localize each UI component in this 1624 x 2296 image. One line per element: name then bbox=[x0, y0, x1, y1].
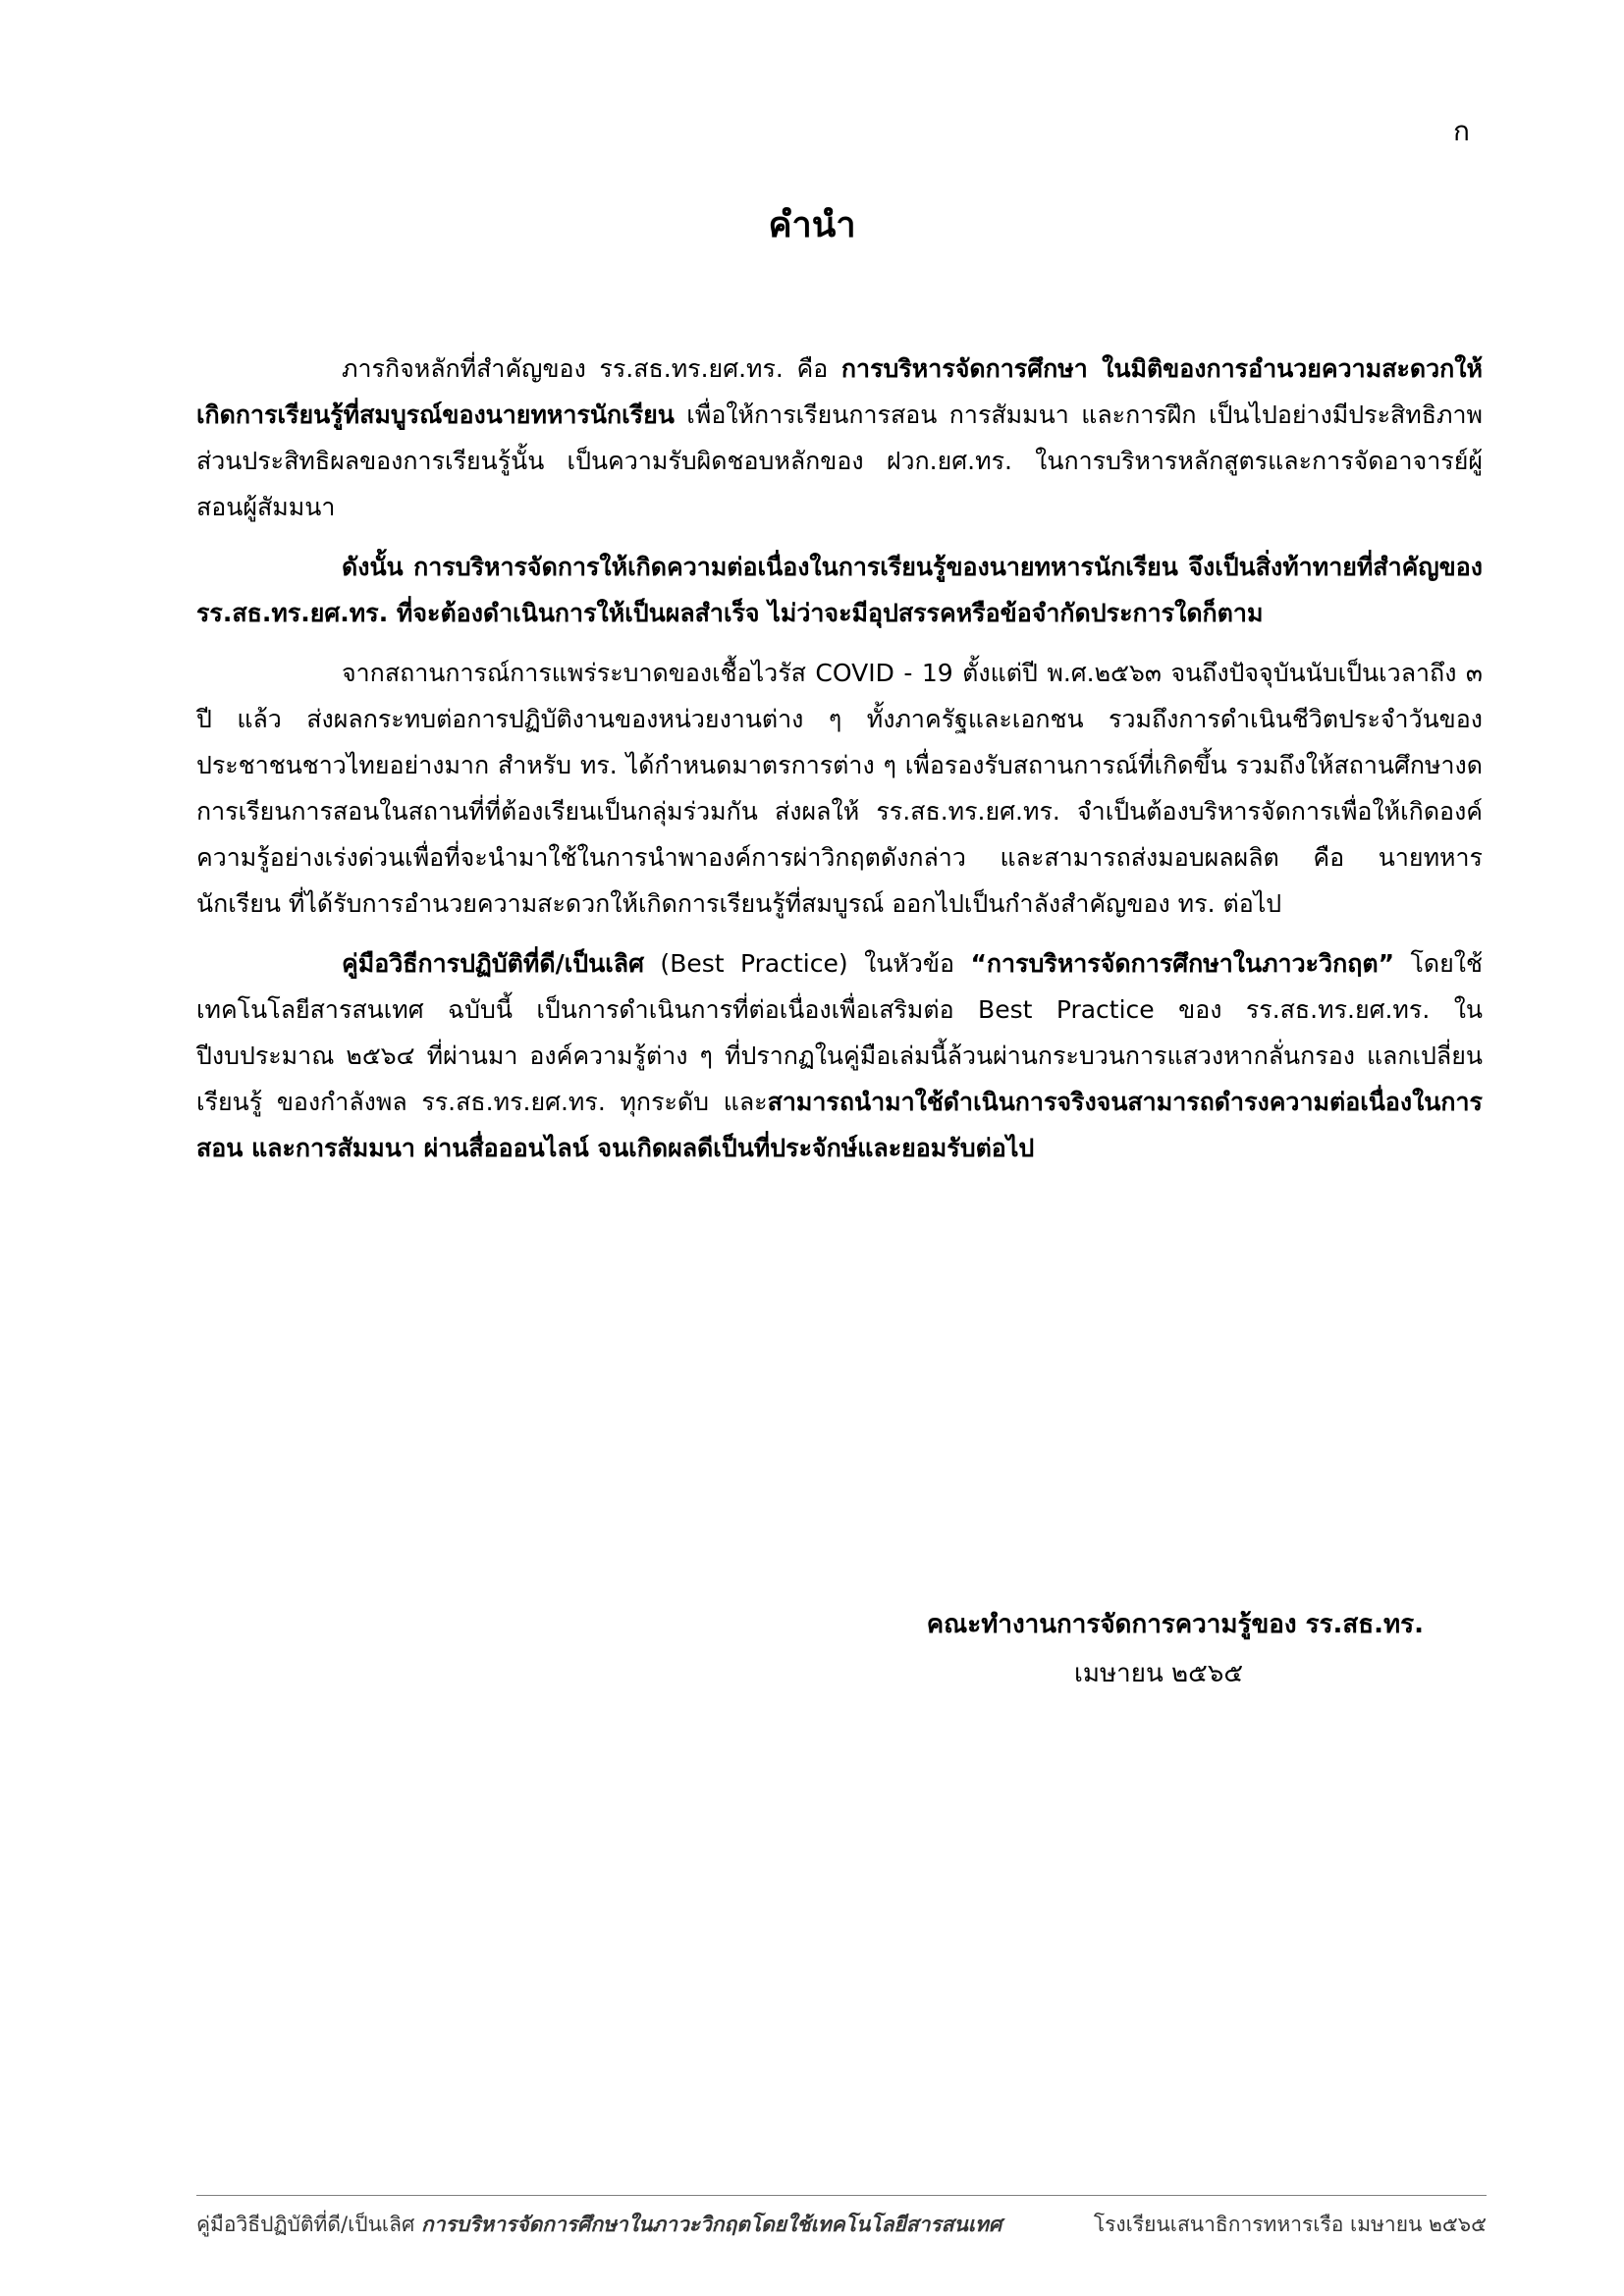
text-run-bold: “การบริหารจัดการศึกษาในภาวะวิกฤต” bbox=[970, 949, 1395, 978]
text-run-bold: คู่มือวิธีการปฏิบัติที่ดี/เป็นเลิศ bbox=[342, 949, 644, 978]
text-run-bold: การบริหารจัดการศึกษา ในมิติของการอำนวยความสะดวกให้เกิดการเรียนรู้ที่สมบูรณ์ของนายทหารนักเรียน bbox=[196, 354, 1483, 429]
text-run: เพื่อให้การเรียนการสอน การสัมมนา และการฝึก เป็นไปอย่างมีประสิทธิภาพ ส่วนประสิทธิผลของการเรียนรู้นั้น เป็นความรับผิดชอบหลักของ ฝวก.ยศ.ทร. ในการบริหารหลักสูตรและการจัดอาจารย์ผู้สอนผู้สัมมนา bbox=[196, 400, 1483, 521]
signature-block bbox=[785, 1600, 1473, 1698]
paragraph-1 bbox=[196, 346, 1483, 530]
signature-name: คณะทำงานการจัดการความรู้ของ รร.สธ.ทร. bbox=[926, 1610, 1424, 1639]
paragraph-2 bbox=[196, 544, 1483, 636]
paragraph-4 bbox=[196, 940, 1483, 1171]
text-run: โดยใช้เทคโนโลยีสารสนเทศ ฉบับนี้ เป็นการดำเนินการที่ต่อเนื่องเพื่อเสริมต่อ Best Practice ของ รร.สธ.ทร.ยศ.ทร. ในปีงบประมาณ ๒๕๖๔ ที่ผ่านมา องค์ความรู้ต่าง ๆ ที่ปรากฏในคู่มือเล่มนี้ล้วนผ่านกระบวนการแสวงหากลั่นกรอง แลกเปลี่ยนเรียนรู้ ของกำลังพล รร.สธ.ทร.ยศ.ทร. ทุกระดับ และ bbox=[196, 949, 1483, 1116]
text-run-bold: สามารถนำมาใช้ดำเนินการจริงจนสามารถดำรงความต่อเนื่องในการสอน และการสัมมนา ผ่านสื่อออนไลน์ จนเกิดผลดีเป็นที่ประจักษ์และยอมรับต่อไป bbox=[196, 1088, 1483, 1162]
footer-right: โรงเรียนเสนาธิการทหารเรือ เมษายน ๒๕๖๕ bbox=[1093, 2213, 1487, 2236]
document-title: คำนำ bbox=[768, 205, 856, 245]
footer-divider bbox=[196, 2195, 1487, 2196]
text-run: จากสถานการณ์การแพร่ระบาดของเชื้อไวรัส COVID - 19 ตั้งแต่ปี พ.ศ.๒๕๖๓ จนถึงปัจจุบันนับเป็นเวลาถึง ๓ ปี แล้ว ส่งผลกระทบต่อการปฏิบัติงานของหน่วยงานต่าง ๆ ทั้งภาครัฐและเอกชน รวมถึงการดำเนินชีวิตประจำวันของประชาชนชาวไทยอย่างมาก สำหรับ ทร. ได้กำหนดมาตรการต่าง ๆ เพื่อรองรับสถานการณ์ที่เกิดขึ้น รวมถึงให้สถานศึกษางดการเรียนการสอนในสถานที่ที่ต้องเรียนเป็นกลุ่มร่วมกัน ส่งผลให้ รร.สธ.ทร.ยศ.ทร. จำเป็นต้องบริหารจัดการเพื่อให้เกิดองค์ความรู้อย่างเร่งด่วนเพื่อที่จะนำมาใช้ในการนำพาองค์การผ่าวิกฤตดังกล่าว และสามารถส่งมอบผลผลิต คือ นายทหารนักเรียน ที่ได้รับการอำนวยความสะดวกให้เกิดการเรียนรู้ที่สมบูรณ์ ออกไปเป็นกำลังสำคัญของ ทร. ต่อไป bbox=[196, 659, 1483, 918]
signature-date: เมษายน ๒๕๖๕ bbox=[1074, 1659, 1244, 1688]
footer-document-title: การบริหารจัดการศึกษาในภาวะวิกฤตโดยใช้เทคโนโลยีสารสนเทศ bbox=[420, 2213, 1002, 2236]
footer-left bbox=[196, 2209, 1001, 2241]
text-run: (Best Practice) ในหัวข้อ bbox=[643, 949, 971, 978]
footer-prefix: คู่มือวิธีปฏิบัติที่ดี/เป็นเลิศ bbox=[196, 2213, 421, 2236]
paragraph-3 bbox=[196, 650, 1483, 927]
text-run: ภารกิจหลักที่สำคัญของ รร.สธ.ทร.ยศ.ทร. คือ bbox=[342, 354, 841, 383]
text-run-bold: ดังนั้น การบริหารจัดการให้เกิดความต่อเนื่องในการเรียนรู้ของนายทหารนักเรียน จึงเป็นสิ่งท้าทายที่สำคัญของ รร.สธ.ทร.ยศ.ทร. ที่จะต้องดำเนินการให้เป็นผลสำเร็จ ไม่ว่าจะมีอุปสรรคหรือข้อจำกัดประการใดก็ตาม bbox=[196, 553, 1483, 627]
page-number: ก bbox=[1453, 115, 1470, 147]
document-body bbox=[196, 346, 1483, 1185]
